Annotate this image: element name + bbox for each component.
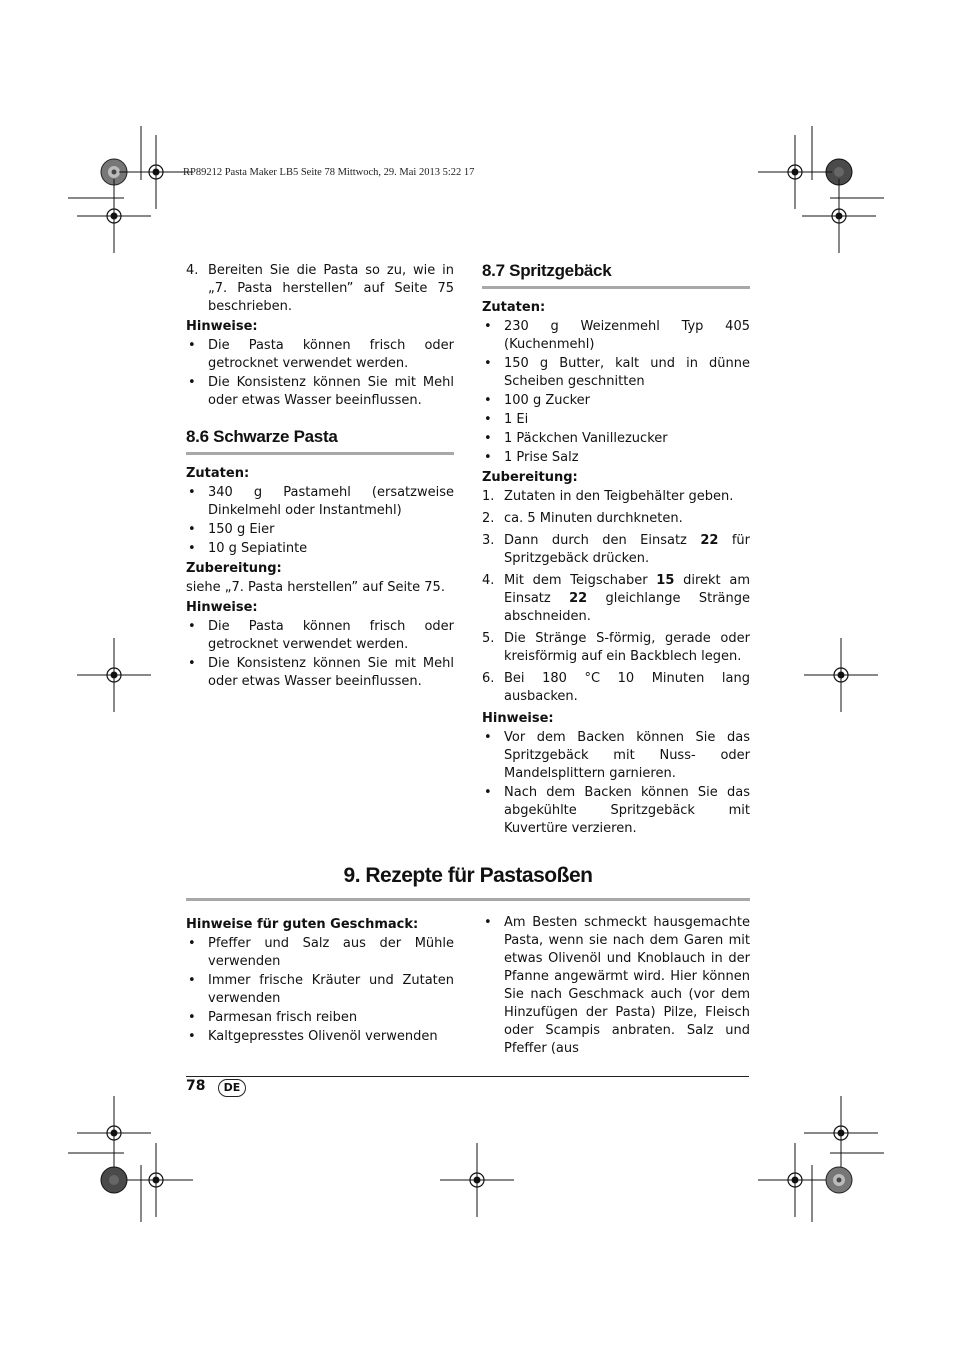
step-number: 2. (482, 511, 495, 526)
chapter9-right-column (482, 914, 750, 1059)
list-item-text: Die Pasta können frisch oder getrocknet verwendet werden. (208, 338, 454, 371)
bullet: • (188, 522, 196, 537)
list-item (482, 630, 750, 666)
list-item (482, 430, 750, 448)
list-item (482, 355, 750, 391)
registration-rosette (101, 1167, 127, 1193)
list-item (186, 1009, 454, 1027)
bullet: • (188, 973, 196, 988)
bullet: • (188, 485, 196, 500)
step-text: Zutaten in den Teigbehälter geben. (504, 489, 734, 504)
preparation-heading: Zubereitung: (482, 470, 578, 485)
bullet: • (188, 656, 196, 671)
list-item (482, 729, 750, 783)
list-item (482, 784, 750, 838)
step-text: Bei 180 °C 10 Minuten lang ausbacken. (504, 671, 750, 704)
notes-heading: Hinweise: (186, 319, 258, 334)
preparation-text: siehe „7. Pasta herstellen” auf Seite 75. (186, 580, 445, 595)
chapter9-left-column (186, 914, 454, 1047)
list-item (482, 449, 750, 467)
list-item (186, 618, 454, 654)
bullet: • (188, 1010, 196, 1025)
list-item (186, 484, 454, 520)
step-text: ca. 5 Minuten durchkneten. (504, 511, 683, 526)
bullet: • (484, 785, 492, 800)
list-item-text: 1 Päckchen Vanillezucker (504, 431, 668, 446)
step-number: 4. (482, 573, 495, 588)
list-item (186, 262, 454, 316)
list-item-text: 150 g Butter, kalt und in dünne Scheiben geschnitten (504, 356, 750, 389)
list-item-text: 150 g Eier (208, 522, 275, 537)
step-number: 4. (186, 263, 199, 278)
bullet: • (484, 730, 492, 745)
ingredients-list (186, 484, 454, 558)
chapter-rule (186, 898, 750, 901)
list-item (482, 510, 750, 528)
ingredients-heading: Zutaten: (482, 300, 546, 315)
section-heading: 8.6 Schwarze Pasta (186, 428, 454, 455)
list-item (482, 914, 750, 1058)
left-column (186, 262, 454, 692)
step-text: Mit dem Teigschaber 15 direkt am Einsatz 22 gleichlange Stränge abschneiden. (504, 573, 750, 624)
notes-heading: Hinweise: (482, 711, 554, 726)
registration-crosshair (77, 1096, 151, 1170)
list-item (186, 521, 454, 539)
registration-crosshair (440, 1143, 514, 1217)
bullet: • (484, 356, 492, 371)
footer-rule (186, 1076, 749, 1077)
list-item-text: 230 g Weizenmehl Typ 405 (Kuchenmehl) (504, 319, 750, 352)
list-item (482, 532, 750, 568)
bullet: • (484, 915, 492, 930)
list-item (482, 392, 750, 410)
steps-list (186, 262, 454, 316)
notes-list (186, 618, 454, 691)
list-item (186, 374, 454, 410)
language-badge: DE (218, 1079, 246, 1097)
list-item (186, 972, 454, 1008)
list-item (186, 337, 454, 373)
registration-crosshair (119, 1143, 193, 1217)
tips-list (482, 914, 750, 1058)
bullet: • (188, 375, 196, 390)
page-number: 78 (186, 1078, 206, 1094)
notes-heading: Hinweise: (186, 600, 258, 615)
steps-list (482, 488, 750, 706)
list-item-text: Pfeffer und Salz aus der Mühle verwenden (208, 936, 454, 969)
list-item-text: Kaltgepresstes Olivenöl verwenden (208, 1029, 438, 1044)
bullet: • (484, 393, 492, 408)
preparation-heading: Zubereitung: (186, 561, 282, 576)
list-item-text: 100 g Zucker (504, 393, 591, 408)
registration-crosshair (119, 135, 193, 209)
registration-crosshair (804, 638, 878, 712)
bullet: • (188, 619, 196, 634)
registration-crosshair (77, 179, 151, 253)
registration-crosshair (77, 638, 151, 712)
right-column (482, 262, 750, 839)
step-number: 5. (482, 631, 495, 646)
list-item-text: Immer frische Kräuter und Zutaten verwenden (208, 973, 454, 1006)
step-text: Dann durch den Einsatz 22 für Spritzgebäck drücken. (504, 533, 750, 566)
step-number: 1. (482, 489, 495, 504)
tips-heading: Hinweise für guten Geschmack: (186, 917, 419, 932)
tips-list (186, 935, 454, 1046)
ingredients-heading: Zutaten: (186, 466, 250, 481)
registration-crosshair (804, 1096, 878, 1170)
print-imprint: RP89212 Pasta Maker LB5 Seite 78 Mittwoch, 29. Mai 2013 5:22 17 (183, 167, 475, 178)
bullet: • (484, 431, 492, 446)
bullet: • (188, 338, 196, 353)
ingredients-list (482, 318, 750, 467)
step-number: 6. (482, 671, 495, 686)
list-item-text: Parmesan frisch reiben (208, 1010, 358, 1025)
bullet: • (484, 412, 492, 427)
bullet: • (188, 1029, 196, 1044)
list-item (186, 655, 454, 691)
registration-crosshair (758, 1143, 832, 1217)
bullet: • (484, 450, 492, 465)
list-item (482, 488, 750, 506)
bullet: • (188, 936, 196, 951)
list-item (482, 670, 750, 706)
list-item-text: 340 g Pastamehl (ersatzweise Dinkelmehl oder Instantmehl) (208, 485, 454, 518)
registration-rosette (826, 1167, 852, 1193)
list-item (186, 935, 454, 971)
step-number: 3. (482, 533, 495, 548)
notes-list (186, 337, 454, 410)
list-item-text: 1 Prise Salz (504, 450, 579, 465)
list-item (482, 572, 750, 626)
list-item (186, 540, 454, 558)
list-item-text: Die Konsistenz können Sie mit Mehl oder etwas Wasser beeinflussen. (208, 375, 454, 408)
list-item-text: 10 g Sepiatinte (208, 541, 308, 556)
section-heading: 8.7 Spritzgebäck (482, 262, 750, 289)
list-item-text: Die Konsistenz können Sie mit Mehl oder etwas Wasser beeinflussen. (208, 656, 454, 689)
list-item (482, 318, 750, 354)
bullet: • (188, 541, 196, 556)
list-item (186, 1028, 454, 1046)
chapter-title: 9. Rezepte für Pastasoßen (343, 864, 593, 887)
notes-list (482, 729, 750, 838)
bullet: • (484, 319, 492, 334)
list-item-text: Die Pasta können frisch oder getrocknet verwendet werden. (208, 619, 454, 652)
list-item-text: Am Besten schmeckt hausgemachte Pasta, wenn sie nach dem Garen mit etwas Olivenöl und Knoblauch in der Pfanne angewärmt wird. Hier können Sie nach Geschmack auch (vor dem Hinzufügen der Pasta) Pilze, Fleisch oder Scampis anbraten. Salz und Pfeffer (aus (504, 915, 750, 1056)
list-item-text: 1 Ei (504, 412, 529, 427)
list-item-text: Vor dem Backen können Sie das Spritzgebäck mit Nuss- oder Mandelsplittern garnieren. (504, 730, 750, 781)
list-item (482, 411, 750, 429)
registration-crosshair (758, 135, 832, 209)
step-text: Bereiten Sie die Pasta so zu, wie in „7. Pasta herstellen” auf Seite 75 beschrieben. (208, 263, 454, 314)
registration-crosshair (802, 179, 876, 253)
step-text: Die Stränge S-förmig, gerade oder kreisförmig auf ein Backblech legen. (504, 631, 750, 664)
list-item-text: Nach dem Backen können Sie das abgekühlte Spritzgebäck mit Kuvertüre verzieren. (504, 785, 750, 836)
